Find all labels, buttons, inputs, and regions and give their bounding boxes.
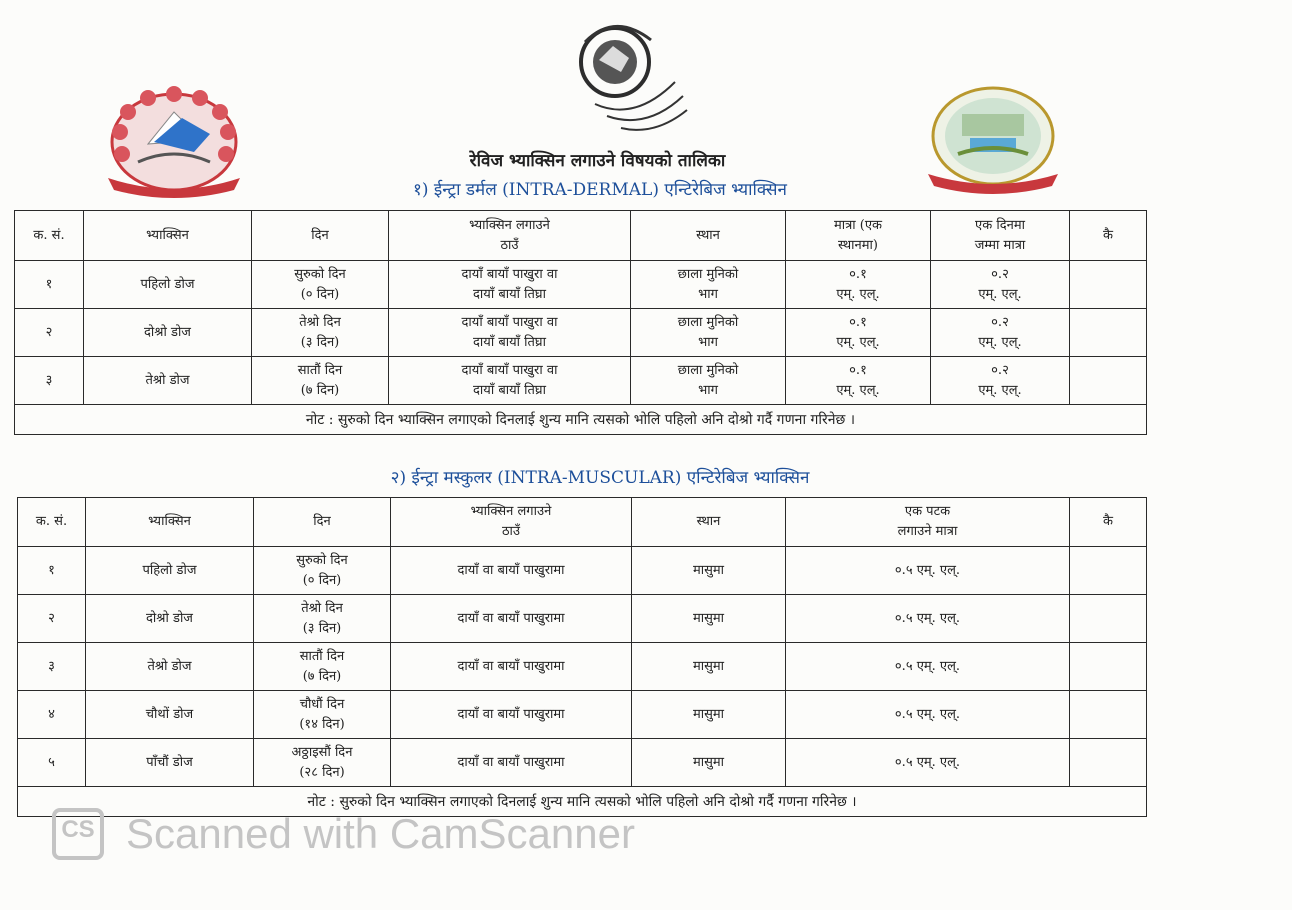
cell-dose: ०.५ एम्. एल्.: [786, 691, 1070, 739]
table-note: नोट : सुरुको दिन भ्याक्सिन लगाएको दिनलाई शुन्य मानि त्यसको भोलि पहिलो अनि दोश्रो गर्दै गणना गरिनेछ ।: [18, 787, 1147, 817]
cell-total-dose: ०.२ एम्. एल्.: [931, 309, 1070, 357]
cell-day: सातौं दिन (७ दिन): [254, 643, 391, 691]
cell-vaccine: तेश्रो डोज: [86, 643, 254, 691]
cell-dose: ०.१ एम्. एल्.: [786, 261, 931, 309]
document-title: रेविज भ्याक्सिन लगाउने विषयको तालिका: [469, 151, 726, 171]
cell-day: चौधौं दिन (१४ दिन): [254, 691, 391, 739]
cell-dose: ०.५ एम्. एल्.: [786, 547, 1070, 595]
cell-injection-place: दायाँ वा बायाँ पाखुरामा: [391, 643, 632, 691]
cell-day: सातौं दिन (७ दिन): [252, 357, 389, 405]
cell-serial-number: १: [15, 261, 84, 309]
cell-vaccine: पाँचौं डोज: [86, 739, 254, 787]
cell-site: छाला मुनिको भाग: [631, 309, 786, 357]
cell-remarks: [1070, 643, 1147, 691]
cell-dose: ०.५ एम्. एल्.: [786, 643, 1070, 691]
cell-serial-number: १: [18, 547, 86, 595]
table-row: [18, 595, 1147, 643]
header-day: दिन: [254, 498, 391, 547]
table-row: [15, 357, 1147, 405]
intramuscular-schedule-table: [17, 497, 1147, 817]
cell-remarks: [1070, 261, 1147, 309]
cell-remarks: [1070, 595, 1147, 643]
header-site: स्थान: [632, 498, 786, 547]
cell-site: मासुमा: [632, 691, 786, 739]
cell-day: अठ्ठाइसौं दिन (२८ दिन): [254, 739, 391, 787]
header-vaccine: भ्याक्सिन: [84, 211, 252, 261]
cell-vaccine: दोश्रो डोज: [84, 309, 252, 357]
cell-remarks: [1070, 691, 1147, 739]
cell-day: तेश्रो दिन (३ दिन): [252, 309, 389, 357]
cell-remarks: [1070, 547, 1147, 595]
cell-day: सुरुको दिन (० दिन): [252, 261, 389, 309]
cell-remarks: [1070, 357, 1147, 405]
table-note-row: [15, 405, 1147, 435]
cell-remarks: [1070, 309, 1147, 357]
header-injection-place: भ्याक्सिन लगाउने ठाउँ: [389, 211, 631, 261]
cell-remarks: [1070, 739, 1147, 787]
cell-injection-place: दायाँ बायाँ पाखुरा वा दायाँ बायाँ तिघ्रा: [389, 309, 631, 357]
cell-dose: ०.१ एम्. एल्.: [786, 309, 931, 357]
cell-serial-number: ४: [18, 691, 86, 739]
header-day: दिन: [252, 211, 389, 261]
cell-day: सुरुको दिन (० दिन): [254, 547, 391, 595]
header-serial-number: क. सं.: [18, 498, 86, 547]
header-remarks: कै: [1070, 498, 1147, 547]
cell-injection-place: दायाँ वा बायाँ पाखुरामा: [391, 739, 632, 787]
table-row: [18, 691, 1147, 739]
cell-dose: ०.५ एम्. एल्.: [786, 739, 1070, 787]
municipality-seal-stamp-icon: [555, 12, 693, 140]
cell-serial-number: २: [15, 309, 84, 357]
cell-site: मासुमा: [632, 547, 786, 595]
table-row: [18, 547, 1147, 595]
cell-total-dose: ०.२ एम्. एल्.: [931, 261, 1070, 309]
cell-injection-place: दायाँ बायाँ पाखुरा वा दायाँ बायाँ तिघ्रा: [389, 357, 631, 405]
table-note: नोट : सुरुको दिन भ्याक्सिन लगाएको दिनलाई शुन्य मानि त्यसको भोलि पहिलो अनि दोश्रो गर्दै गणना गरिनेछ ।: [15, 405, 1147, 435]
table-row: [18, 739, 1147, 787]
header-dose-per-injection: एक पटक लगाउने मात्रा: [786, 498, 1070, 547]
camscanner-logo-icon: CS: [52, 808, 104, 860]
cell-serial-number: ५: [18, 739, 86, 787]
header-vaccine: भ्याक्सिन: [86, 498, 254, 547]
cell-vaccine: चौथों डोज: [86, 691, 254, 739]
cell-vaccine: पहिलो डोज: [86, 547, 254, 595]
header-remarks: कै: [1070, 211, 1147, 261]
header-injection-place: भ्याक्सिन लगाउने ठाउँ: [391, 498, 632, 547]
cell-site: मासुमा: [632, 643, 786, 691]
table-row: [15, 261, 1147, 309]
table-header-row: [18, 498, 1147, 547]
camscanner-watermark: [52, 806, 692, 866]
cell-vaccine: दोश्रो डोज: [86, 595, 254, 643]
table-row: [15, 309, 1147, 357]
cell-injection-place: दायाँ वा बायाँ पाखुरामा: [391, 691, 632, 739]
table-header-row: [15, 211, 1147, 261]
cell-site: मासुमा: [632, 739, 786, 787]
cell-serial-number: २: [18, 595, 86, 643]
cell-injection-place: दायाँ बायाँ पाखुरा वा दायाँ बायाँ तिघ्रा: [389, 261, 631, 309]
cell-dose: ०.५ एम्. एल्.: [786, 595, 1070, 643]
cell-serial-number: ३: [15, 357, 84, 405]
cell-dose: ०.१ एम्. एल्.: [786, 357, 931, 405]
cell-site: छाला मुनिको भाग: [631, 261, 786, 309]
header-serial-number: क. सं.: [15, 211, 84, 261]
cell-vaccine: तेश्रो डोज: [84, 357, 252, 405]
cell-vaccine: पहिलो डोज: [84, 261, 252, 309]
intradermal-schedule-table: [14, 210, 1147, 435]
cell-injection-place: दायाँ वा बायाँ पाखुरामा: [391, 595, 632, 643]
cell-site: मासुमा: [632, 595, 786, 643]
cell-injection-place: दायाँ वा बायाँ पाखुरामा: [391, 547, 632, 595]
header-site: स्थान: [631, 211, 786, 261]
section-heading-intramuscular: २) ईन्ट्रा मस्कुलर (INTRA-MUSCULAR) एन्टिरेबिज भ्याक्सिन: [390, 468, 810, 488]
section-heading-intradermal: १) ईन्ट्रा डर्मल (INTRA-DERMAL) एन्टिरेबिज भ्याक्सिन: [413, 180, 787, 200]
cell-serial-number: ३: [18, 643, 86, 691]
cell-total-dose: ०.२ एम्. एल्.: [931, 357, 1070, 405]
table-row: [18, 643, 1147, 691]
header-total-dose-per-day: एक दिनमा जम्मा मात्रा: [931, 211, 1070, 261]
cell-site: छाला मुनिको भाग: [631, 357, 786, 405]
header-dose-per-site: मात्रा (एक स्थानमा): [786, 211, 931, 261]
cell-day: तेश्रो दिन (३ दिन): [254, 595, 391, 643]
watermark-text: Scanned with CamScanner: [126, 810, 635, 857]
